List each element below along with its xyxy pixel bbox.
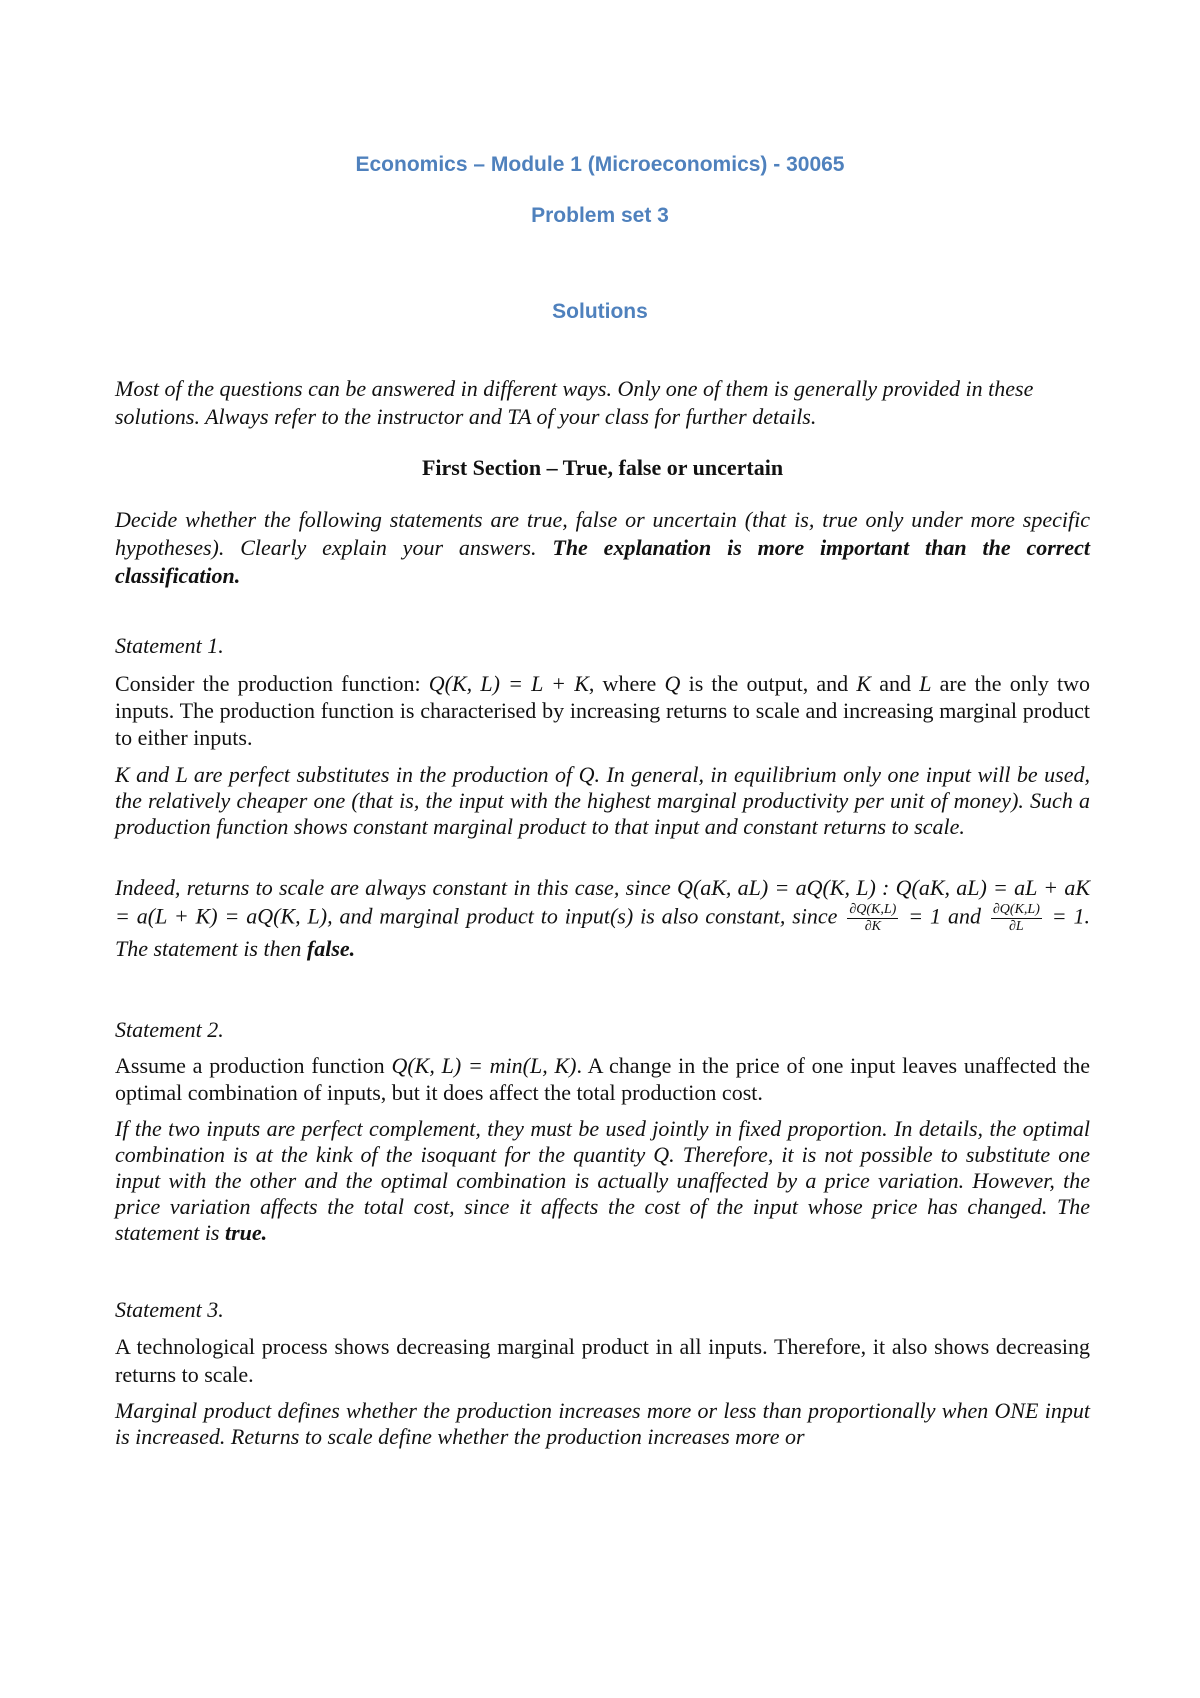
statement-2-formula: Q(K, L) = min(L, K) (391, 1053, 577, 1078)
section-instructions (115, 506, 1090, 590)
first-section-title: First Section – True, false or uncertain (421, 455, 784, 480)
fraction-1-denominator: ∂K (864, 919, 881, 934)
statement-1-verdict-pre: The statement is then (115, 936, 302, 961)
intro-paragraph: Most of the questions can be answered in different ways. Only one of them is generally provided in these solutions. Always refer to the instructor and TA of your class for further details. (115, 376, 1034, 429)
statement-2-q-pre: Assume a production function (115, 1053, 385, 1078)
statement-1-eq-1: = 1 (908, 903, 942, 929)
statement-1-formula-1: Q(aK, aL) = aQ(K, L) : (677, 875, 890, 900)
statement-3-question: A technological process shows decreasing marginal product in all inputs. Therefore, it also shows decreasing returns to scale. (115, 1334, 1090, 1387)
fraction-1-numerator: ∂Q(K,L) (849, 902, 897, 917)
statement-2-answer-text: If the two inputs are perfect complement, they must be used jointly in fixed proportion. In details, the optimal combination is at the kink of the isoquant for the quantity Q. Therefore, it is not possible to substitute one input with the other and the optimal combination is actually unaffected by a price variation. However, the price variation affects the total cost, since it affects the cost of the input whose price has changed. (115, 1116, 1090, 1219)
statement-2-answer (115, 1116, 1090, 1246)
document-subtitle: Problem set 3 (531, 204, 669, 227)
statement-1-question (115, 670, 1090, 751)
fraction-2-numerator: ∂Q(K,L) (992, 902, 1040, 917)
statement-1-var-l: L (919, 671, 932, 696)
statement-1-answer-2a: Indeed, returns to scale are always constant in this case, since (115, 875, 671, 900)
statement-1-q-post: are the only two inputs. The production function is characterised by increasing returns to scale and increasing marginal product to either inputs. (115, 671, 1091, 750)
solutions-heading: Solutions (552, 300, 648, 323)
statement-1-var-q: Q (664, 671, 681, 696)
document-title: Economics – Module 1 (Microeconomics) - 30065 (355, 153, 845, 176)
statement-1-q-and: and (879, 671, 911, 696)
statement-1-verdict: false. (306, 936, 356, 961)
statement-1-answer-2b: , and marginal product to input(s) is also constant, since (327, 903, 838, 929)
statement-2-q-post: . A change in the price of one input leaves unaffected the optimal combination of inputs, but it does affect the total production cost. (115, 1053, 1091, 1105)
statement-3-answer: Marginal product defines whether the production increases more or less than proportionally when ONE input is increased. Returns to scale define whether the production increases more or (115, 1398, 1090, 1449)
statement-2-verdict: true. (225, 1220, 268, 1245)
statement-1-q-pre: Consider the production function: (115, 671, 421, 696)
statement-2-verdict-pre: The statement is (115, 1194, 1091, 1245)
statement-2-label: Statement 2. (115, 1017, 224, 1042)
instructions-text: Decide whether the following statements are true, false or uncertain (that is, true only under more specific hypotheses). Clearly explain your answers. (115, 507, 1090, 560)
statement-1-and: and (947, 903, 981, 929)
statement-1-answer-2 (115, 874, 1090, 963)
statement-1-var-k: K (856, 671, 872, 696)
statement-1-label: Statement 1. (115, 633, 224, 658)
fraction-dq-dk (847, 902, 898, 935)
fraction-dq-dl (991, 902, 1042, 935)
statement-1-formula-2: Q(aK, aL) = aL + aK = a(L + K) = aQ(K, L) (115, 875, 1091, 929)
fraction-2-denominator: ∂L (1009, 919, 1024, 934)
statement-1-q-mid2: is the output, and (688, 671, 849, 696)
statement-1-answer-1: K and L are perfect substitutes in the production of Q. In general, in equilibrium only one input will be used, the relatively cheaper one (that is, the input with the highest marginal productivity per unit of money). Such a production function shows constant marginal product to that input and constant returns to scale. (115, 762, 1090, 839)
statement-2-question (115, 1052, 1090, 1106)
statement-3-label: Statement 3. (115, 1297, 224, 1322)
statement-1-q-mid1: , where (588, 671, 657, 696)
instructions-emphasis: The explanation is more important than the correct classification. (115, 535, 1091, 588)
statement-1-formula: Q(K, L) = L + K (428, 671, 589, 696)
statement-1-eq-2: = 1. (1051, 903, 1091, 929)
